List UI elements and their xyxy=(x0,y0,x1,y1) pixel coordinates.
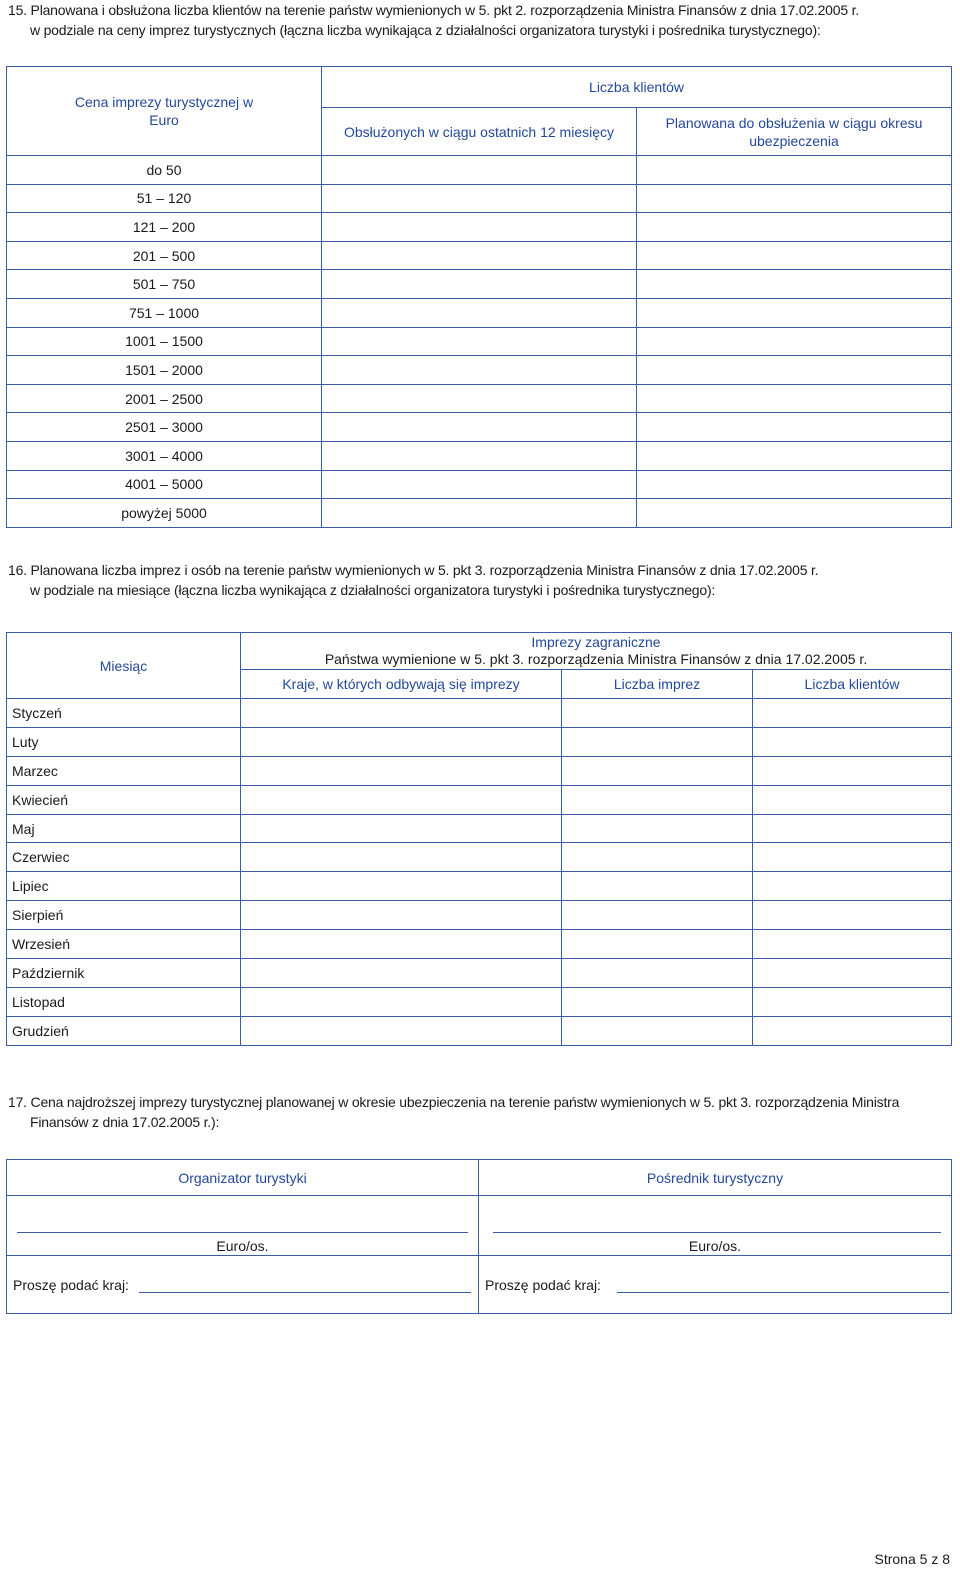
served-clients-cell[interactable] xyxy=(322,241,637,270)
month-row xyxy=(7,1016,952,1045)
served-clients-cell[interactable] xyxy=(322,270,637,299)
month-label: Maj xyxy=(7,814,241,843)
countries-cell[interactable] xyxy=(241,1016,562,1045)
trips-count-cell[interactable] xyxy=(562,785,753,814)
trips-count-cell[interactable] xyxy=(562,814,753,843)
price-range-label: do 50 xyxy=(7,156,322,185)
price-range-label: 1501 – 2000 xyxy=(7,356,322,385)
q15-heading xyxy=(8,0,958,40)
clients-count-cell[interactable] xyxy=(753,843,952,872)
month-row xyxy=(7,987,952,1016)
foreign-trips-subtitle: Państwa wymienione w 5. pkt 3. rozporządzenia Ministra Finansów z dnia 17.02.2005 r. xyxy=(324,651,868,667)
q16-line2: w podziale na miesiące (łączna liczba wynikająca z działalności organizatora turystyki i pośrednika turystycznego): xyxy=(30,582,716,598)
planned-clients-cell[interactable] xyxy=(637,499,952,528)
month-label: Marzec xyxy=(7,756,241,785)
trips-count-cell[interactable] xyxy=(562,959,753,988)
price-header: Cena imprezy turystycznej w Euro xyxy=(7,67,322,156)
month-row xyxy=(7,959,952,988)
price-range-row xyxy=(7,413,952,442)
price-range-label: 4001 – 5000 xyxy=(7,470,322,499)
served-clients-cell[interactable] xyxy=(322,213,637,242)
month-row xyxy=(7,814,952,843)
q15-line1: 15. Planowana i obsłużona liczba klientów na terenie państw wymienionych w 5. pkt 2. rozporządzenia Ministra Finansów z dnia 17.02.2005 r. xyxy=(8,2,860,18)
clients-group-header: Liczba klientów xyxy=(322,67,952,108)
agent-price-field[interactable] xyxy=(493,1232,941,1233)
month-label: Listopad xyxy=(7,987,241,1016)
trips-count-cell[interactable] xyxy=(562,1016,753,1045)
price-range-row xyxy=(7,327,952,356)
agent-country-cell xyxy=(479,1256,952,1314)
price-clients-table xyxy=(6,66,952,528)
price-range-row xyxy=(7,356,952,385)
agent-country-label: Proszę podać kraj: xyxy=(485,1276,601,1293)
countries-cell[interactable] xyxy=(241,930,562,959)
clients-count-cell[interactable] xyxy=(753,1016,952,1045)
month-row xyxy=(7,872,952,901)
monthly-trips-table xyxy=(6,632,952,1046)
countries-cell[interactable] xyxy=(241,987,562,1016)
organizer-price-cell xyxy=(7,1196,479,1256)
clients-count-cell[interactable] xyxy=(753,987,952,1016)
price-range-row xyxy=(7,470,952,499)
served-clients-cell[interactable] xyxy=(322,384,637,413)
planned-clients-cell[interactable] xyxy=(637,298,952,327)
trips-count-cell[interactable] xyxy=(562,872,753,901)
planned-clients-cell[interactable] xyxy=(637,270,952,299)
month-row xyxy=(7,785,952,814)
planned-clients-cell[interactable] xyxy=(637,413,952,442)
countries-cell[interactable] xyxy=(241,756,562,785)
clients-count-cell[interactable] xyxy=(753,727,952,756)
clients-count-header: Liczba klientów xyxy=(753,670,952,699)
trips-count-header: Liczba imprez xyxy=(562,670,753,699)
price-range-label: 2001 – 2500 xyxy=(7,384,322,413)
served-clients-cell[interactable] xyxy=(322,470,637,499)
clients-count-cell[interactable] xyxy=(753,930,952,959)
price-range-label: 51 – 120 xyxy=(7,184,322,213)
planned-clients-cell[interactable] xyxy=(637,241,952,270)
planned-header: Planowana do obsłużenia w ciągu okresu ubezpieczenia xyxy=(637,108,952,156)
countries-cell[interactable] xyxy=(241,959,562,988)
clients-count-cell[interactable] xyxy=(753,959,952,988)
price-range-row xyxy=(7,184,952,213)
countries-cell[interactable] xyxy=(241,814,562,843)
price-range-row xyxy=(7,156,952,185)
max-price-table xyxy=(6,1159,952,1314)
served-clients-cell[interactable] xyxy=(322,327,637,356)
price-range-label: powyżej 5000 xyxy=(7,499,322,528)
clients-count-cell[interactable] xyxy=(753,756,952,785)
served-clients-cell[interactable] xyxy=(322,441,637,470)
trips-count-cell[interactable] xyxy=(562,843,753,872)
clients-count-cell[interactable] xyxy=(753,814,952,843)
countries-cell[interactable] xyxy=(241,727,562,756)
month-label: Styczeń xyxy=(7,699,241,728)
foreign-trips-title: Imprezy zagraniczne xyxy=(531,634,661,650)
planned-clients-cell[interactable] xyxy=(637,327,952,356)
planned-clients-cell[interactable] xyxy=(637,356,952,385)
planned-clients-cell[interactable] xyxy=(637,441,952,470)
clients-count-cell[interactable] xyxy=(753,872,952,901)
month-label: Lipiec xyxy=(7,872,241,901)
agent-country-field[interactable] xyxy=(617,1280,949,1293)
organizer-country-field[interactable] xyxy=(139,1280,471,1293)
month-row xyxy=(7,930,952,959)
clients-count-cell[interactable] xyxy=(753,699,952,728)
price-range-label: 501 – 750 xyxy=(7,270,322,299)
served-clients-cell[interactable] xyxy=(322,298,637,327)
price-range-row xyxy=(7,384,952,413)
page-number: Strona 5 z 8 xyxy=(874,1551,950,1567)
countries-header: Kraje, w których odbywają się imprezy xyxy=(241,670,562,699)
q17-line2: Finansów z dnia 17.02.2005 r.): xyxy=(30,1114,220,1130)
price-range-label: 201 – 500 xyxy=(7,241,322,270)
agent-unit: Euro/os. xyxy=(688,1238,742,1254)
foreign-trips-group-header xyxy=(241,633,952,670)
planned-clients-cell[interactable] xyxy=(637,156,952,185)
countries-cell[interactable] xyxy=(241,699,562,728)
served-header: Obsłużonych w ciągu ostatnich 12 miesięcy xyxy=(322,108,637,156)
q15-line2: w podziale na ceny imprez turystycznych (łączna liczba wynikająca z działalności organizatora turystyki i pośrednika turystycznego): xyxy=(30,22,821,38)
trips-count-cell[interactable] xyxy=(562,930,753,959)
organizer-unit: Euro/os. xyxy=(216,1238,269,1254)
month-header: Miesiąc xyxy=(7,633,241,699)
price-range-label: 2501 – 3000 xyxy=(7,413,322,442)
clients-count-cell[interactable] xyxy=(753,785,952,814)
trips-count-cell[interactable] xyxy=(562,901,753,930)
price-range-row xyxy=(7,298,952,327)
month-label: Wrzesień xyxy=(7,930,241,959)
month-label: Czerwiec xyxy=(7,843,241,872)
planned-clients-cell[interactable] xyxy=(637,470,952,499)
served-clients-cell[interactable] xyxy=(322,156,637,185)
agent-header: Pośrednik turystyczny xyxy=(479,1160,952,1196)
organizer-price-field[interactable] xyxy=(17,1232,468,1233)
organizer-country-label: Proszę podać kraj: xyxy=(13,1276,129,1293)
q17-heading xyxy=(8,1092,958,1132)
served-clients-cell[interactable] xyxy=(322,499,637,528)
month-row xyxy=(7,756,952,785)
price-range-row xyxy=(7,441,952,470)
trips-count-cell[interactable] xyxy=(562,727,753,756)
agent-price-cell xyxy=(479,1196,952,1256)
price-range-label: 1001 – 1500 xyxy=(7,327,322,356)
planned-clients-cell[interactable] xyxy=(637,213,952,242)
organizer-country-cell xyxy=(7,1256,479,1314)
countries-cell[interactable] xyxy=(241,901,562,930)
month-label: Sierpień xyxy=(7,901,241,930)
month-row xyxy=(7,727,952,756)
trips-count-cell[interactable] xyxy=(562,756,753,785)
planned-clients-cell[interactable] xyxy=(637,184,952,213)
month-row xyxy=(7,901,952,930)
month-label: Październik xyxy=(7,959,241,988)
planned-clients-cell[interactable] xyxy=(637,384,952,413)
served-clients-cell[interactable] xyxy=(322,356,637,385)
q17-line1: 17. Cena najdroższej imprezy turystycznej planowanej w okresie ubezpieczenia na terenie państw wymienionych w 5. pkt 3. rozporządzenia Ministra xyxy=(8,1094,900,1110)
countries-cell[interactable] xyxy=(241,843,562,872)
served-clients-cell[interactable] xyxy=(322,413,637,442)
q16-line1: 16. Planowana liczba imprez i osób na terenie państw wymienionych w 5. pkt 3. rozporządzenia Ministra Finansów z dnia 17.02.2005 r. xyxy=(8,562,819,578)
price-range-row xyxy=(7,241,952,270)
organizer-header: Organizator turystyki xyxy=(7,1160,479,1196)
month-label: Grudzień xyxy=(7,1016,241,1045)
price-range-label: 751 – 1000 xyxy=(7,298,322,327)
price-range-label: 3001 – 4000 xyxy=(7,441,322,470)
price-range-row xyxy=(7,499,952,528)
q16-heading xyxy=(8,560,958,600)
month-label: Luty xyxy=(7,727,241,756)
countries-cell[interactable] xyxy=(241,785,562,814)
month-label: Kwiecień xyxy=(7,785,241,814)
price-range-row xyxy=(7,213,952,242)
month-row xyxy=(7,843,952,872)
price-range-row xyxy=(7,270,952,299)
trips-count-cell[interactable] xyxy=(562,987,753,1016)
month-row xyxy=(7,699,952,728)
trips-count-cell[interactable] xyxy=(562,699,753,728)
clients-count-cell[interactable] xyxy=(753,901,952,930)
served-clients-cell[interactable] xyxy=(322,184,637,213)
countries-cell[interactable] xyxy=(241,872,562,901)
price-range-label: 121 – 200 xyxy=(7,213,322,242)
